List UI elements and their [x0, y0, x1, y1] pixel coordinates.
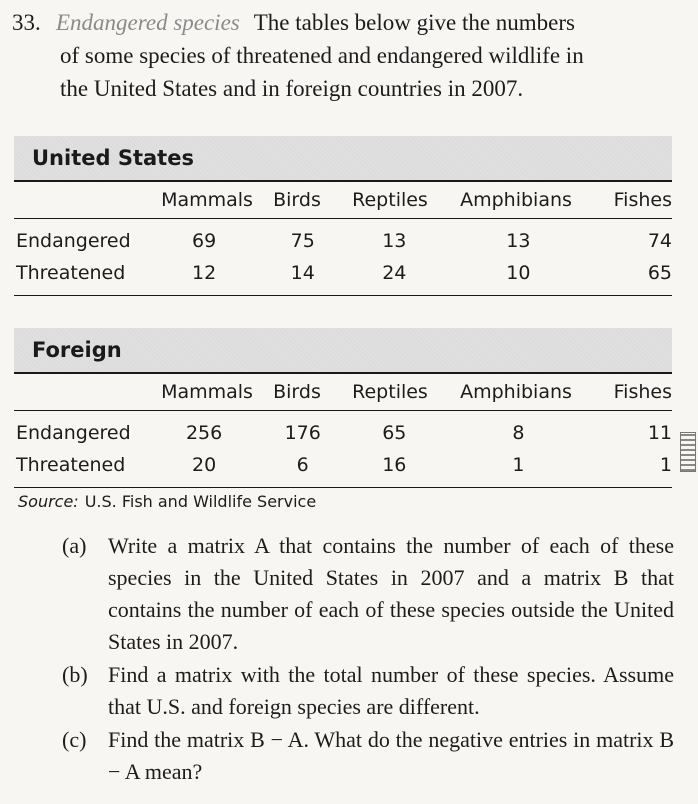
question-part-a	[62, 530, 674, 658]
table-cell: 13	[506, 230, 531, 252]
problem-intro-line-2: of some species of threatened and endangered wildlife in	[60, 43, 584, 68]
source-note	[18, 492, 316, 511]
column-header: Mammals	[161, 381, 253, 403]
table-cell: 11	[647, 422, 672, 444]
column-header: Reptiles	[352, 189, 428, 211]
table-cell: 65	[647, 262, 672, 284]
table-cell: 256	[185, 422, 223, 444]
problem-title: Endangered species	[56, 10, 240, 35]
question-parts	[62, 530, 674, 789]
question-part-b	[62, 659, 674, 723]
us-table-header-row	[14, 182, 672, 218]
table-cell: 8	[512, 422, 525, 444]
table-cell: 12	[191, 262, 217, 284]
row-label: Threatened	[16, 262, 126, 284]
column-header: Reptiles	[352, 381, 428, 403]
table-cell: 74	[647, 230, 672, 252]
foreign-table-title: Foreign	[14, 328, 672, 372]
table-row	[14, 257, 672, 289]
column-header: Birds	[273, 189, 321, 211]
foreign-table-bottom-rule	[14, 487, 672, 488]
table-row	[14, 417, 672, 449]
foreign-table-header-row	[14, 374, 672, 410]
foreign-table	[14, 328, 672, 488]
row-label: Endangered	[16, 422, 131, 444]
part-text: Write a matrix A that contains the number of each of these species in the United States in 2007 and a matrix B that contains the number of each of these species outside the United States in 2007.	[108, 533, 674, 654]
margin-tab-mark	[680, 432, 696, 472]
problem-intro-line-1: The tables below give the numbers	[253, 10, 576, 35]
table-cell: 20	[191, 454, 217, 476]
source-text: U.S. Fish and Wildlife Service	[84, 492, 317, 511]
table-row	[14, 225, 672, 257]
table-cell: 65	[382, 422, 407, 444]
problem-intro-line-3: the United States and in foreign countries in 2007.	[60, 76, 524, 101]
column-header: Amphibians	[460, 189, 572, 211]
problem-statement	[12, 6, 672, 105]
row-label: Threatened	[16, 454, 126, 476]
table-cell: 14	[290, 262, 315, 284]
part-label: (a)	[62, 533, 87, 558]
question-part-c	[62, 724, 674, 788]
table-cell: 16	[382, 454, 407, 476]
table-cell: 69	[191, 230, 217, 252]
table-row	[14, 449, 672, 481]
us-table-bottom-rule	[14, 295, 672, 296]
column-header: Fishes	[613, 381, 672, 403]
table-cell: 176	[284, 422, 321, 444]
column-header: Birds	[273, 381, 321, 403]
table-cell: 1	[512, 454, 525, 476]
part-text: Find a matrix with the total number of these species. Assume that U.S. and foreign species are different.	[108, 662, 674, 719]
table-cell: 75	[290, 230, 315, 252]
column-header: Mammals	[161, 189, 253, 211]
part-label: (c)	[62, 727, 87, 752]
source-label: Source:	[18, 492, 79, 511]
column-header: Amphibians	[460, 381, 572, 403]
table-cell: 10	[506, 262, 531, 284]
us-table	[14, 136, 672, 296]
table-cell: 13	[382, 230, 407, 252]
table-cell: 1	[659, 454, 672, 476]
column-header: Fishes	[613, 189, 672, 211]
part-label: (b)	[62, 662, 88, 687]
us-table-title: United States	[14, 136, 672, 180]
problem-first-line	[12, 6, 672, 39]
problem-number: 33.	[12, 10, 41, 35]
part-text: Find the matrix B − A. What do the negative entries in matrix B − A mean?	[108, 727, 674, 784]
table-cell: 6	[296, 454, 309, 476]
row-label: Endangered	[16, 230, 131, 252]
table-cell: 24	[382, 262, 407, 284]
